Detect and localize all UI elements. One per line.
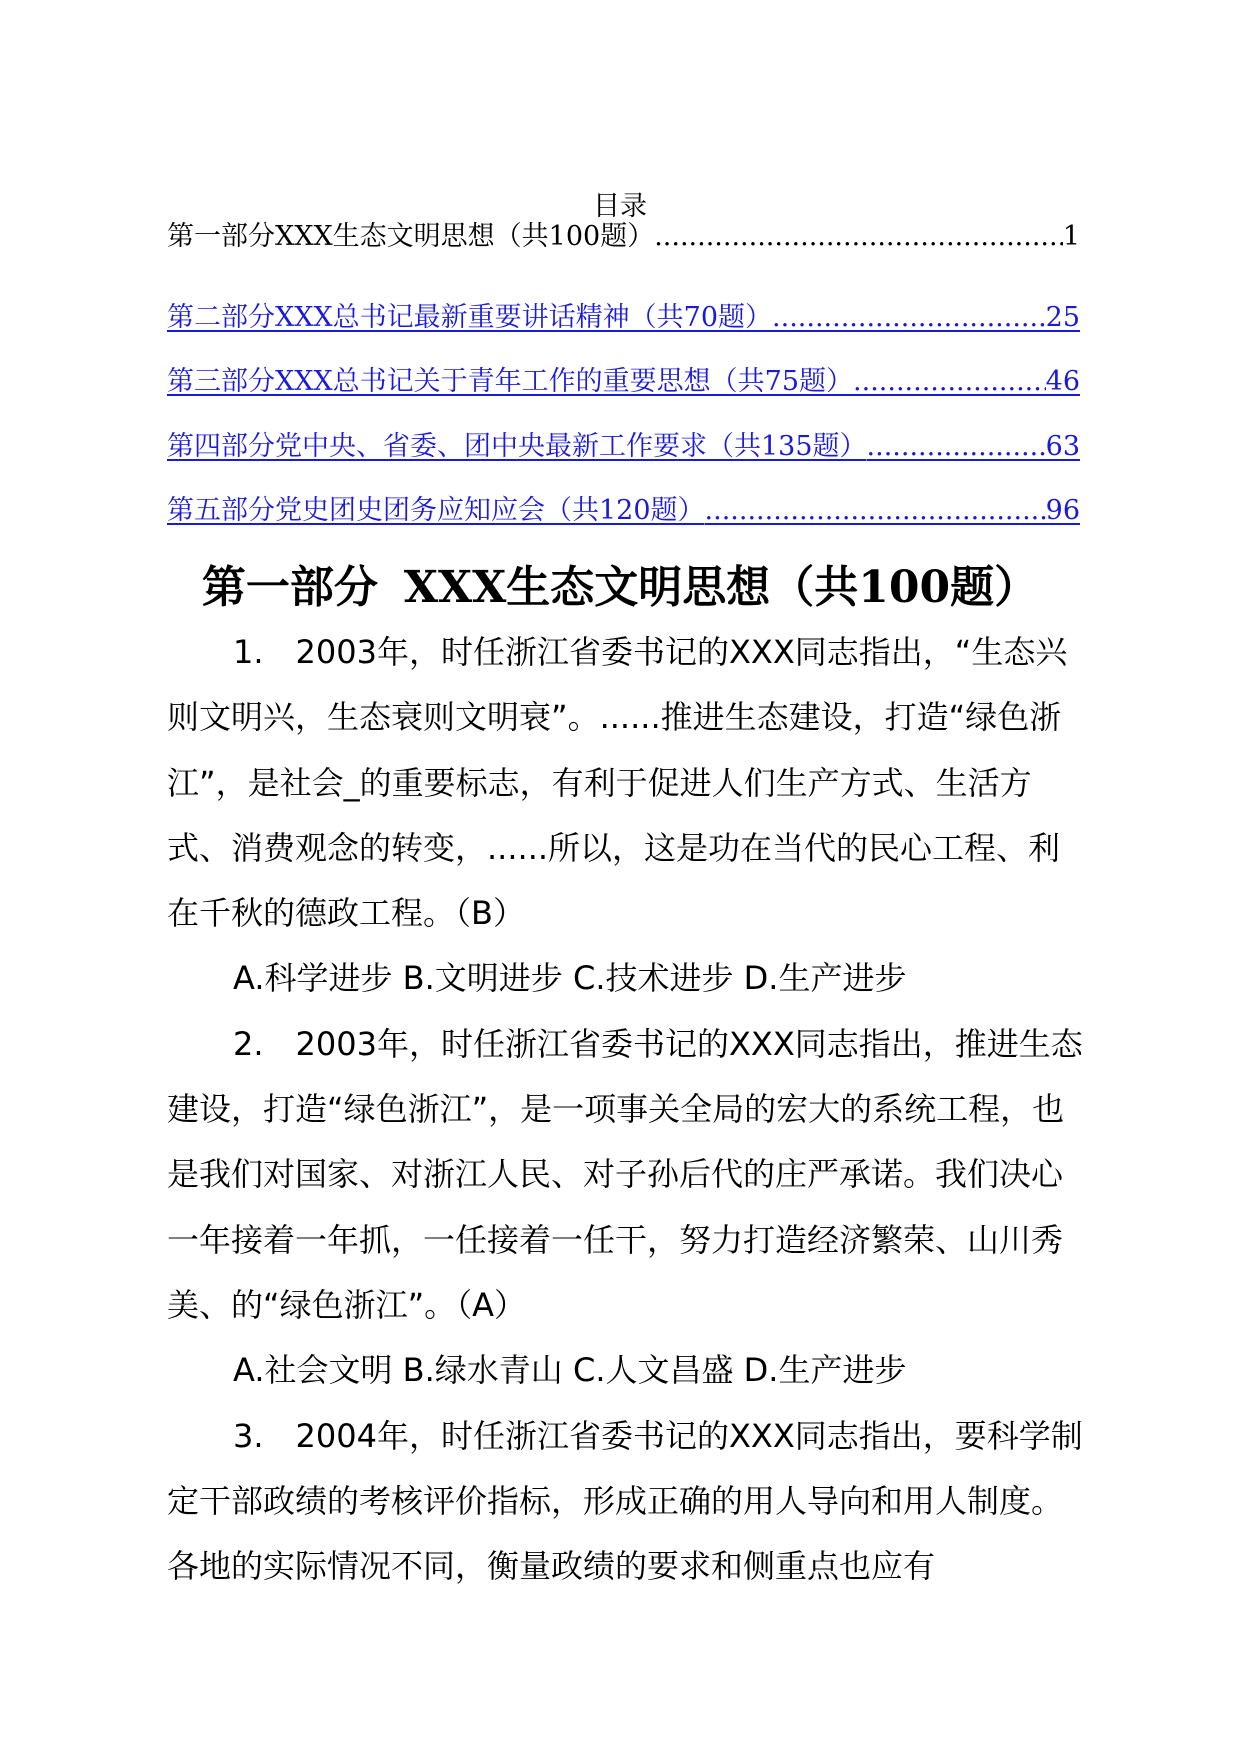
toc-entry-page: 46: [1045, 366, 1080, 397]
toc-entry-text: 第五部分党史团史团务应知应会（共120题）: [167, 495, 705, 526]
toc-leader-dots: [772, 299, 1046, 337]
toc-entry-text: 第一部分XXX生态文明思想（共100题）: [167, 221, 655, 252]
toc-entry-page: 25: [1045, 302, 1080, 333]
question-2-options: A.社会文明 B.绿水青山 C.人文昌盛 D.生产进步: [233, 1351, 907, 1390]
toc-entry-2-link[interactable]: [167, 297, 1080, 337]
question-2-text: 2. 2003年，时任浙江省委书记的XXX同志指出，推进生态建设，打造“绿色浙江”，是一项事关全局的宏大的系统工程，也是我们对国家、对浙江人民、对子孙后代的庄严承诺。我们决心一年接着一年抓，一任接着一任干，努力打造经济繁荣、山川秀美、的“绿色浙江”。（A）: [167, 1024, 1083, 1324]
toc-entry-3-link[interactable]: [167, 361, 1080, 401]
section-heading: [0, 558, 1240, 618]
toc-entry-text: 第四部分党中央、省委、团中央最新工作要求（共135题）: [167, 431, 867, 462]
questions-body: [167, 620, 1092, 1599]
toc-entry-1[interactable]: [167, 216, 1080, 256]
toc-leader-dots: [867, 428, 1046, 466]
toc-entry-text: 第三部分XXX总书记关于青年工作的重要思想（共75题）: [167, 366, 854, 397]
section-heading-part: 第一部分: [201, 562, 378, 613]
toc-entry-page: 63: [1045, 431, 1080, 462]
toc-leader-dots: [853, 363, 1046, 401]
question-3-text: 3. 2004年，时任浙江省委书记的XXX同志指出，要科学制定干部政绩的考核评价指标，形成正确的用人导向和用人制度。各地的实际情况不同，衡量政绩的要求和侧重点也应有: [167, 1416, 1083, 1586]
question-1-options: A.科学进步 B.文明进步 C.技术进步 D.生产进步: [233, 959, 907, 998]
toc-entry-page: 1: [1062, 221, 1080, 252]
toc-title: 目录: [593, 191, 647, 222]
toc-entry-page: 96: [1045, 495, 1080, 526]
section-heading-title: XXX生态文明思想（共100题）: [403, 562, 1039, 613]
toc-leader-dots: [654, 218, 1063, 256]
toc-entry-5-link[interactable]: [167, 490, 1080, 530]
toc-entry-4-link[interactable]: [167, 426, 1080, 466]
toc-entry-text: 第二部分XXX总书记最新重要讲话精神（共70题）: [167, 302, 773, 333]
question-1-text: 1. 2003年，时任浙江省委书记的XXX同志指出，“生态兴则文明兴，生态衰则文明衰”。......推进生态建设，打造“绿色浙江”，是社会_的重要标志，有利于促进人们生产方式、生活方式、消费观念的转变，......所以，这是功在当代的民心工程、利在千秋的德政工程。（B）: [167, 633, 1068, 933]
toc-leader-dots: [705, 492, 1046, 530]
